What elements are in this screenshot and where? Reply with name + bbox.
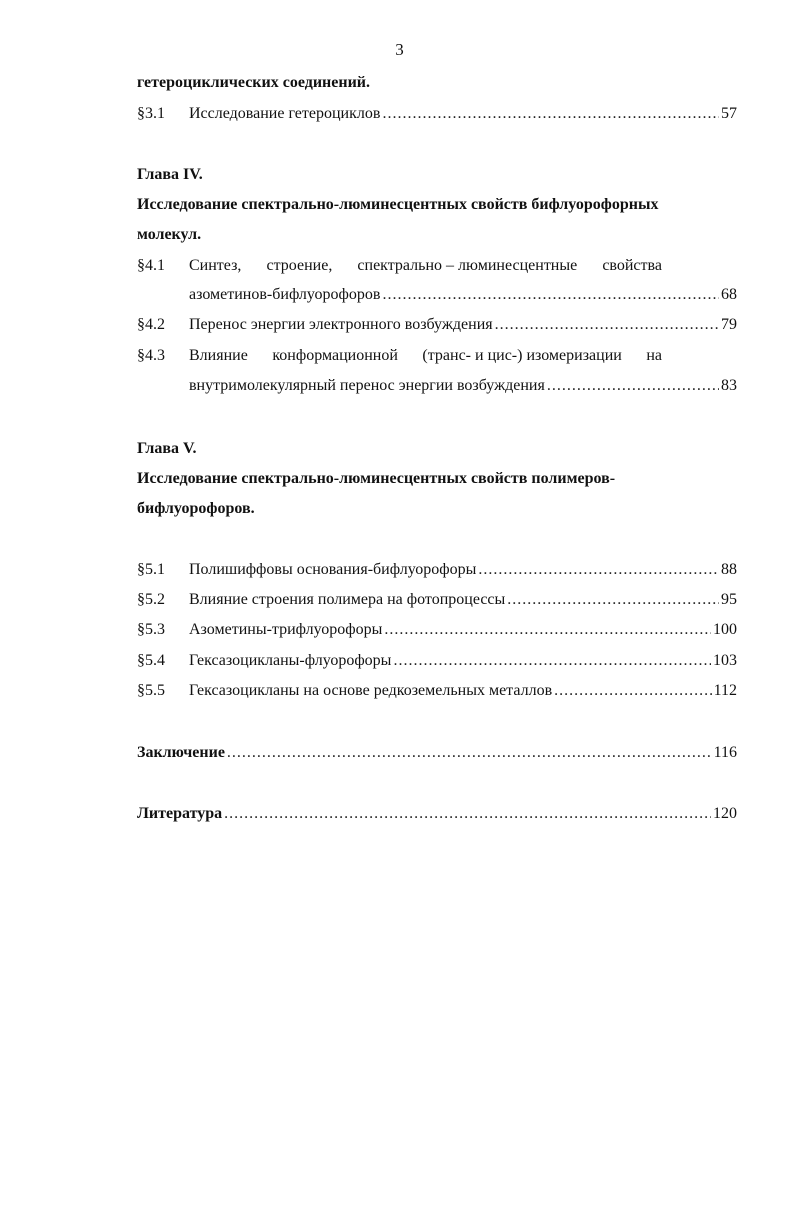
dot-leader: [507, 591, 719, 609]
toc-entry-5-5[interactable]: [137, 682, 737, 704]
section-number: §5.3: [137, 621, 165, 638]
section-title: Перенос энергии электронного возбуждения: [189, 316, 493, 333]
section-page: 68: [721, 286, 737, 303]
section-title-line2: азометинов-бифлуорофоров: [189, 286, 381, 303]
chapter-4-label: Глава IV.: [137, 166, 203, 183]
dot-leader: [547, 377, 719, 395]
dot-leader: [227, 744, 712, 762]
section-number: §4.2: [137, 316, 165, 333]
section-number: §4.3: [137, 347, 165, 364]
toc-entry-5-1[interactable]: [137, 561, 737, 583]
literature-page: 120: [713, 805, 737, 822]
dot-leader: [393, 652, 711, 670]
chapter-4-title-line2: молекул.: [137, 226, 202, 243]
literature-title: Литература: [137, 805, 223, 822]
section-title: Азометины-трифлуорофоры: [189, 621, 383, 638]
conclusion-page: 116: [713, 744, 737, 761]
section-title: Гексазоцикланы-флуорофоры: [189, 652, 392, 669]
section-number: §4.1: [137, 257, 165, 274]
toc-entry-5-4[interactable]: [137, 652, 737, 674]
toc-entry-5-2[interactable]: [137, 591, 737, 613]
section-page: 79: [721, 316, 737, 333]
section-page: 83: [721, 377, 737, 394]
chapter-5-label: Глава V.: [137, 440, 197, 457]
dot-leader: [495, 316, 719, 334]
section-page: 100: [713, 621, 737, 638]
section-title-line1: Синтез, строение, спектрально – люминесцентные свойства: [189, 257, 662, 274]
chapter-5-title-line2: бифлуорофоров.: [137, 500, 255, 517]
toc-entry-3-1[interactable]: [137, 105, 737, 127]
toc-entry-4-1[interactable]: [137, 257, 737, 307]
chapter-5-title-line1: Исследование спектрально-люминесцентных свойств полимеров-: [137, 470, 616, 487]
section-title: Исследование гетероциклов: [189, 105, 381, 122]
section-title-line1: Влияние конформационной (транс- и цис-) изомеризации на: [189, 347, 662, 364]
section-page: 57: [721, 105, 737, 122]
section-page: 88: [721, 561, 737, 578]
dot-leader: [224, 805, 711, 823]
toc-entry-4-2[interactable]: [137, 316, 737, 338]
chapter-4-title-line1: Исследование спектрально-люминесцентных свойств бифлуорофорных: [137, 196, 659, 213]
section-title-line2: внутримолекулярный перенос энергии возбуждения: [189, 377, 545, 394]
section-number: §5.2: [137, 591, 165, 608]
section-number: §5.5: [137, 682, 165, 699]
dot-leader: [554, 682, 711, 700]
section-title: Полишиффовы основания-бифлуорофоры: [189, 561, 477, 578]
continued-heading: гетероциклических соединений.: [137, 74, 371, 91]
toc-entry-literature[interactable]: [137, 805, 737, 827]
dot-leader: [382, 105, 719, 123]
section-title: Гексазоцикланы на основе редкоземельных металлов: [189, 682, 553, 699]
section-page: 95: [721, 591, 737, 608]
section-number: §5.1: [137, 561, 165, 578]
toc-entry-4-3[interactable]: [137, 347, 737, 397]
dot-leader: [478, 561, 719, 579]
dot-leader: [384, 621, 711, 639]
conclusion-title: Заключение: [137, 744, 225, 761]
section-page: 112: [713, 682, 737, 699]
dot-leader: [382, 286, 719, 304]
section-number: §5.4: [137, 652, 165, 669]
toc-entry-conclusion[interactable]: [137, 744, 737, 766]
toc-entry-5-3[interactable]: [137, 621, 737, 643]
section-title: Влияние строения полимера на фотопроцессы: [189, 591, 506, 608]
section-number: §3.1: [137, 105, 165, 122]
page-number: 3: [395, 40, 404, 59]
section-page: 103: [713, 652, 737, 669]
